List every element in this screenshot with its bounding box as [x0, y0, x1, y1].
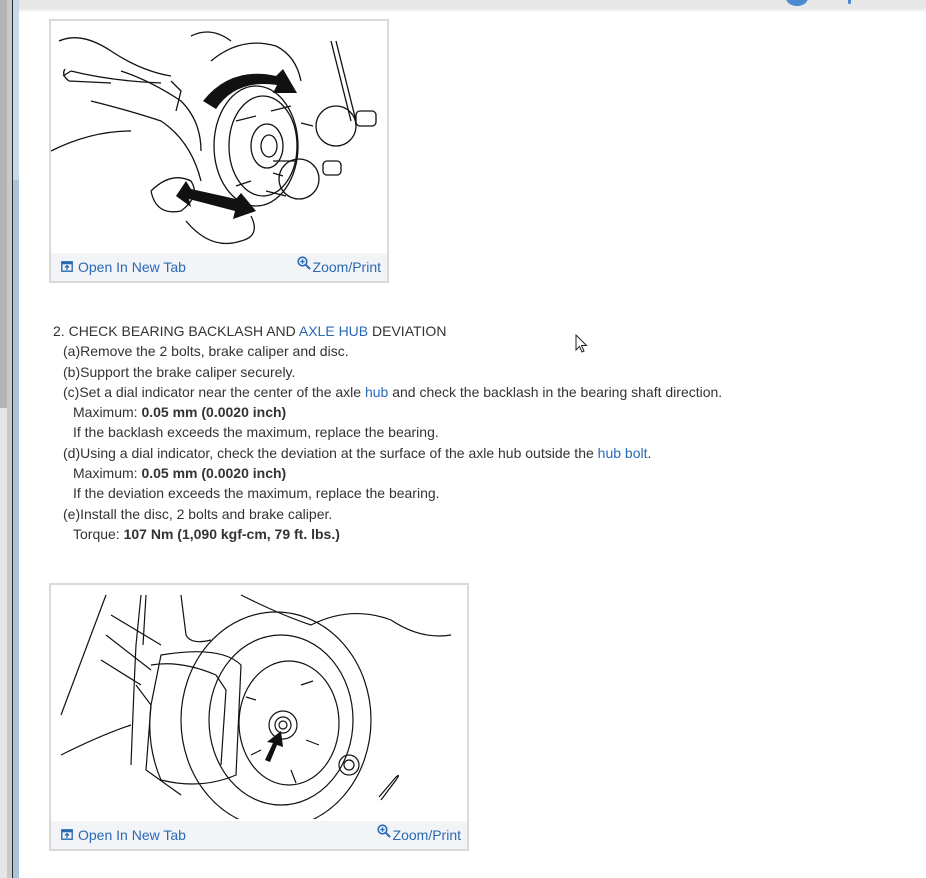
substep-d-spec: [53, 463, 722, 483]
substep-c-text: (c)Set a dial indicator near the center of the axle: [63, 383, 365, 400]
zoom-print-link[interactable]: [377, 824, 461, 843]
substep-d-text: .: [647, 444, 652, 461]
step-number: 2.: [53, 323, 65, 339]
substep-c: [53, 382, 722, 402]
figure-2-image[interactable]: [51, 585, 467, 819]
hub-bolt-link[interactable]: hub bolt: [597, 444, 648, 461]
substep-a: (a)Remove the 2 bolts, brake caliper and disc.: [63, 343, 349, 360]
open-in-new-tab-label: Open In New Tab: [78, 259, 186, 275]
figure-1: [49, 19, 389, 283]
article-content: [19, 9, 926, 878]
substep-c-text: and check the backlash in the bearing shaft direction.: [388, 383, 723, 400]
header-avatar-icon[interactable]: [786, 0, 808, 6]
hub-dial-indicator-illustration: [51, 21, 387, 253]
zoom-in-icon: [297, 256, 311, 273]
figure-1-image[interactable]: [51, 21, 387, 253]
zoom-print-link[interactable]: [297, 256, 381, 275]
page-header-strip: [19, 0, 926, 9]
spec-label: Maximum:: [73, 465, 142, 482]
figure-2-toolbar: [51, 821, 467, 849]
spec-value: 0.05 mm (0.0020 inch): [141, 465, 287, 482]
figure-1-toolbar: [51, 253, 387, 281]
substep-d-text: (d)Using a dial indicator, check the deviation at the surface of the axle hub outside the: [63, 444, 598, 461]
step-title: [53, 321, 722, 341]
open-in-new-tab-link[interactable]: [61, 259, 186, 275]
substep-d-note: If the deviation exceeds the maximum, replace the bearing.: [73, 485, 440, 502]
substep-e-torque: [53, 524, 722, 544]
open-in-new-tab-link[interactable]: [61, 827, 186, 843]
edge-strip: [0, 408, 7, 878]
zoom-print-label: Zoom/Print: [312, 259, 381, 275]
open-new-tab-icon: [61, 259, 73, 275]
brake-disc-hub-nut-illustration: [51, 585, 467, 819]
substep-c-spec: [53, 402, 722, 422]
zoom-print-label: Zoom/Print: [392, 827, 461, 843]
substep-c-note: If the backlash exceeds the maximum, replace the bearing.: [73, 424, 439, 441]
desktop-left-edge: [0, 0, 19, 878]
open-in-new-tab-label: Open In New Tab: [78, 827, 186, 843]
substep-e: (e)Install the disc, 2 bolts and brake caliper.: [63, 505, 333, 522]
edge-strip: [0, 0, 7, 408]
procedure-step-2: [53, 321, 722, 544]
substep-b: (b)Support the brake caliper securely.: [63, 363, 296, 380]
figure-2: [49, 583, 469, 851]
spec-value: 0.05 mm (0.0020 inch): [141, 404, 287, 421]
zoom-in-icon: [377, 824, 391, 841]
open-new-tab-icon: [61, 827, 73, 843]
hub-link[interactable]: hub: [364, 383, 389, 400]
mouse-cursor-icon: [575, 334, 589, 359]
step-title-text: DEVIATION: [368, 323, 447, 339]
substep-d: [53, 443, 722, 463]
spec-label: Maximum:: [73, 404, 142, 421]
axle-hub-link[interactable]: AXLE HUB: [298, 323, 369, 339]
step-title-text: CHECK BEARING BACKLASH AND: [68, 323, 299, 339]
header-help-icon[interactable]: [848, 0, 851, 4]
spec-value: 107 Nm (1,090 kgf-cm, 79 ft. lbs.): [123, 525, 340, 542]
spec-label: Torque:: [73, 525, 124, 542]
